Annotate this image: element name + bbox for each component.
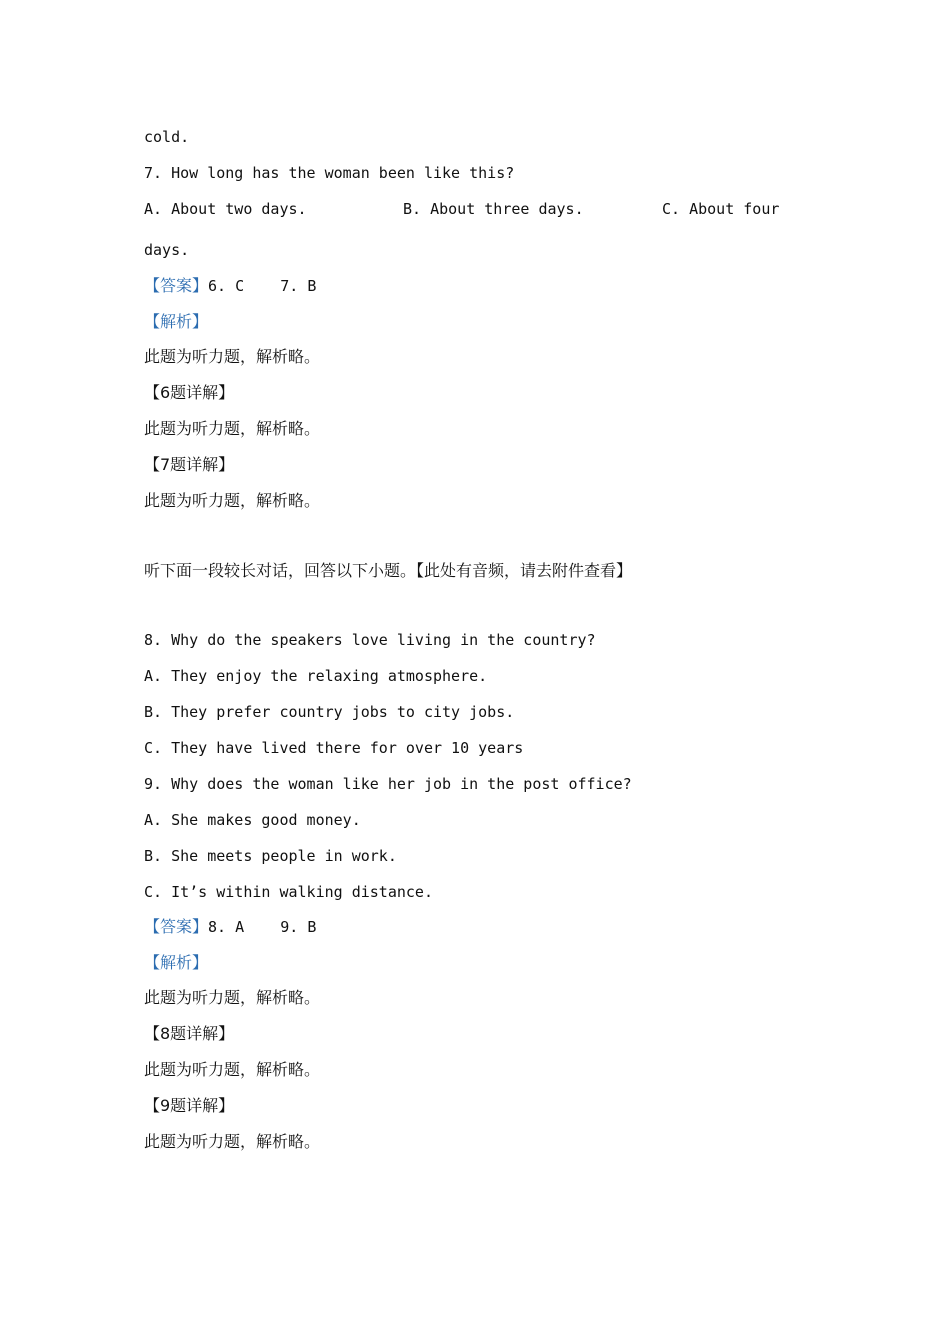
- detail-7-tag: 【7题详解】: [144, 455, 235, 474]
- q6-tail-text: cold.: [144, 128, 190, 146]
- answer-text: 8. A 9. B: [208, 918, 317, 936]
- listening-instruction: 听下面一段较长对话，回答以下小题。【此处有音频，请去附件查看】: [144, 561, 633, 580]
- q8-option-a: A. They enjoy the relaxing atmosphere.: [144, 667, 488, 685]
- detail-8-text: 此题为听力题，解析略。: [144, 1060, 321, 1079]
- q7-option-b: B. About three days.: [403, 200, 584, 218]
- q7-option-c-continued: days.: [144, 241, 190, 259]
- analysis-text: 此题为听力题，解析略。: [144, 988, 321, 1007]
- answer-8-9: [144, 917, 316, 937]
- q8-option-b: B. They prefer country jobs to city jobs.: [144, 703, 515, 721]
- q8-question: 8. Why do the speakers love living in the country?: [144, 631, 596, 649]
- detail-9-tag: 【9题详解】: [144, 1096, 235, 1115]
- q8-option-c: C. They have lived there for over 10 years: [144, 739, 524, 757]
- analysis-tag: 【解析】: [144, 312, 209, 331]
- q9-question: 9. Why does the woman like her job in the post office?: [144, 775, 632, 793]
- q7-option-a: A. About two days.: [144, 200, 307, 218]
- detail-6-tag: 【6题详解】: [144, 383, 235, 402]
- answer-tag: 【答案】: [144, 276, 209, 295]
- analysis-text: 此题为听力题，解析略。: [144, 347, 321, 366]
- answer-text: 6. C 7. B: [208, 277, 317, 295]
- detail-7-text: 此题为听力题，解析略。: [144, 491, 321, 510]
- q9-option-b: B. She meets people in work.: [144, 847, 397, 865]
- detail-8-tag: 【8题详解】: [144, 1024, 235, 1043]
- answer-6-7: [144, 276, 316, 296]
- answer-tag: 【答案】: [144, 917, 209, 936]
- q7-question: 7. How long has the woman been like this?: [144, 164, 515, 182]
- detail-9-text: 此题为听力题，解析略。: [144, 1132, 321, 1151]
- detail-6-text: 此题为听力题，解析略。: [144, 419, 321, 438]
- q9-option-c: C. It’s within walking distance.: [144, 883, 433, 901]
- q7-option-c: C. About four: [662, 200, 780, 218]
- analysis-tag: 【解析】: [144, 953, 209, 972]
- q9-option-a: A. She makes good money.: [144, 811, 361, 829]
